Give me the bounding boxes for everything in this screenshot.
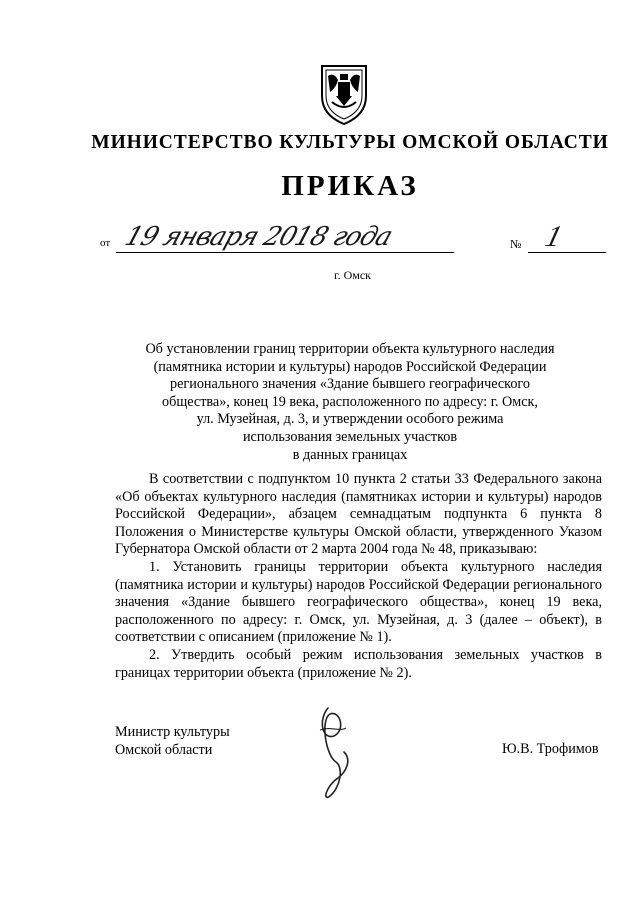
city-label: г. Омск (334, 268, 371, 282)
subject-line: использования земельных участков (242, 428, 458, 445)
document-type-title: ПРИКАЗ (281, 170, 419, 202)
date-underline (116, 252, 454, 253)
signatory-title-line: Омской области (115, 741, 213, 758)
handwritten-signature (300, 700, 370, 810)
subject-line: Об установлении границ территории объекта культурного наследия (145, 341, 555, 357)
subject-line: (памятника истории и культуры) народов Российской Федерации (153, 358, 547, 375)
date-prefix-label: от (100, 237, 111, 249)
handwritten-number: 1 (541, 220, 566, 253)
order-item-1: 1. Установить границы территории объекта культурного наследия (памятника истории и культуры) народов Российской Федерации регионального значения «Здание бывшего географического общества», конец 19 века, расположенного по адресу: г. Омск, ул. Музейная, д. 3 (далее – объект), в соответствии с описанием (приложение № 1). (115, 558, 602, 646)
order-body (115, 471, 602, 682)
order-subject (118, 341, 582, 464)
subject-line: в данных границах (292, 446, 408, 463)
handwritten-date: 19 января 2018 года (121, 222, 396, 252)
coat-of-arms-emblem (318, 62, 370, 126)
number-prefix-label: № (510, 237, 522, 251)
signatory-title-line: Министр культуры (115, 724, 230, 740)
preamble-paragraph: В соответствии с подпунктом 10 пункта 2 статьи 33 Федерального закона «Об объектах культурного наследия (памятниках истории и культуры) народов Российской Федерации», абзацем семнадцатым подпункта 6 пункта 8 Положения о Министерстве культуры Омской области, утвержденного Указом Губернатора Омской области от 2 марта 2004 года № 48, приказываю: (115, 471, 602, 558)
ministry-name: МИНИСТЕРСТВО КУЛЬТУРЫ ОМСКОЙ ОБЛАСТИ (91, 132, 609, 153)
subject-line: ул. Музейная, д. 3, и утверждении особого режима (196, 411, 504, 428)
subject-line: регионального значения «Здание бывшего географического (170, 376, 530, 393)
subject-line: общества», конец 19 века, расположенного по адресу: г. Омск, (162, 393, 538, 410)
signatory-name: Ю.В. Трофимов (502, 741, 599, 757)
date-number-row (100, 222, 610, 262)
order-item-2: 2. Утвердить особый режим использования земельных участков в границах территории объекта (приложение № 2). (115, 646, 602, 681)
signatory-title (115, 724, 230, 759)
number-underline (528, 252, 606, 253)
